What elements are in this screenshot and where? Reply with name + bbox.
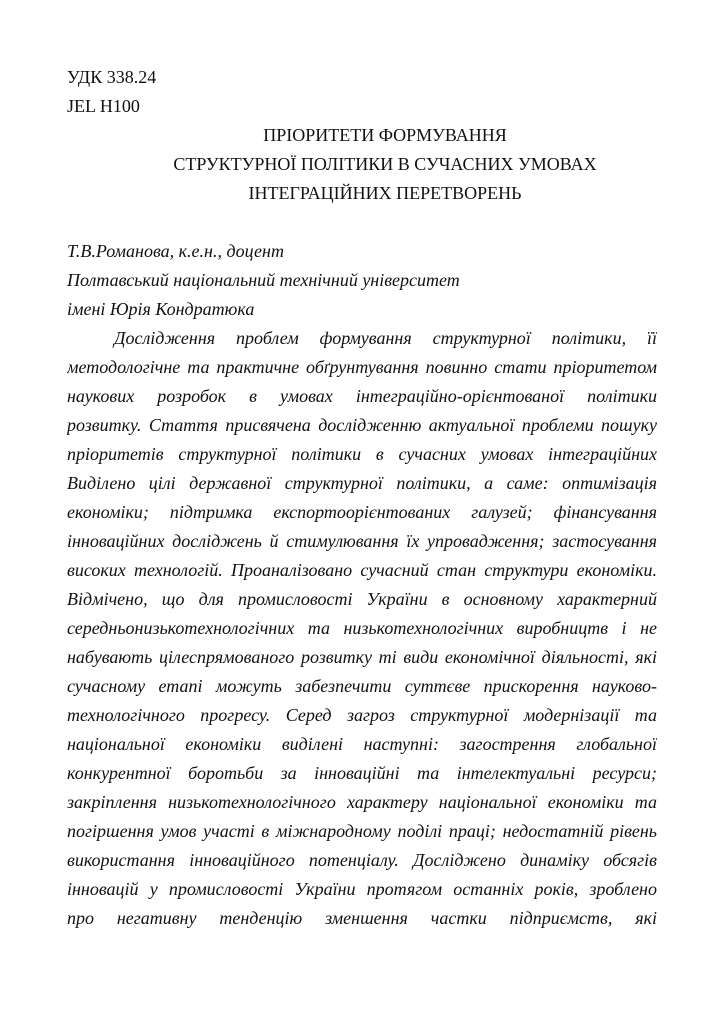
spacer [67,208,657,237]
abstract-line: наукових розробок в умовах інтеграційно-орієнтованої політики [67,386,657,406]
author-affiliation-2: імені Юрія Кондратюка [67,299,255,319]
abstract-line: високих технологій. Проаналізовано сучасний стан структури економіки. [67,560,657,580]
abstract-line: інновацій у промисловості України протягом останніх років, зроблено [67,879,657,899]
document-page [67,63,657,933]
abstract-line: закріплення низькотехнологічного характеру національної економіки та [67,792,657,812]
title-line-1: ПРІОРИТЕТИ ФОРМУВАННЯ [263,125,507,145]
abstract-line: використання інноваційного потенціалу. Досліджено динаміку обсягів [67,850,657,870]
abstract-line: методологічне та практичне обґрунтування повинно стати пріоритетом [67,357,657,377]
abstract-line: конкурентної боротьби за інноваційні та інтелектуальні ресурси; [67,763,657,783]
abstract-line: інноваційних досліджень й стимулювання їх упровадження; застосування [67,531,657,551]
udc-code: УДК 338.24 [67,67,157,87]
author-affiliation-1: Полтавський національний технічний університет [67,270,460,290]
title-line-3: ІНТЕГРАЦІЙНИХ ПЕРЕТВОРЕНЬ [248,183,522,203]
abstract-paragraph [67,324,657,933]
abstract-line: набувають цілеспрямованого розвитку ті види економічної діяльності, які [67,647,657,667]
abstract-line: погіршення умов участі в міжнародному поділі праці; недостатній рівень [67,821,657,841]
abstract-line: Виділено цілі державної структурної політики, а саме: оптимізація [67,473,657,493]
abstract-line: середньонизькотехнологічних та низькотехнологічних виробництв і не [67,618,657,638]
jel-code: JEL H100 [67,96,140,116]
abstract-line: економіки; підтримка експортоорієнтованих галузей; фінансування [67,502,657,522]
author-name: Т.В.Романова, к.е.н., доцент [67,241,284,261]
abstract-line: Відмічено, що для промисловості України в основному характерний [67,589,657,609]
abstract-line: Дослідження проблем формування структурної політики, її [114,328,657,348]
abstract-line: технологічного прогресу. Серед загроз структурної модернізації та [67,705,657,725]
abstract-line: пріоритетів структурної політики в сучасних умовах інтеграційних [67,444,657,464]
abstract-line: національної економіки виділені наступні: загострення глобальної [67,734,657,754]
title-line-2: СТРУКТУРНОЇ ПОЛІТИКИ В СУЧАСНИХ УМОВАХ [173,154,597,174]
abstract-line: сучасному етапі можуть забезпечити суттєве прискорення науково- [67,676,657,696]
abstract-line: розвитку. Стаття присвячена дослідженню актуальної проблеми пошуку [67,415,657,435]
abstract-line: про негативну тенденцію зменшення частки підприємств, які [67,908,657,928]
